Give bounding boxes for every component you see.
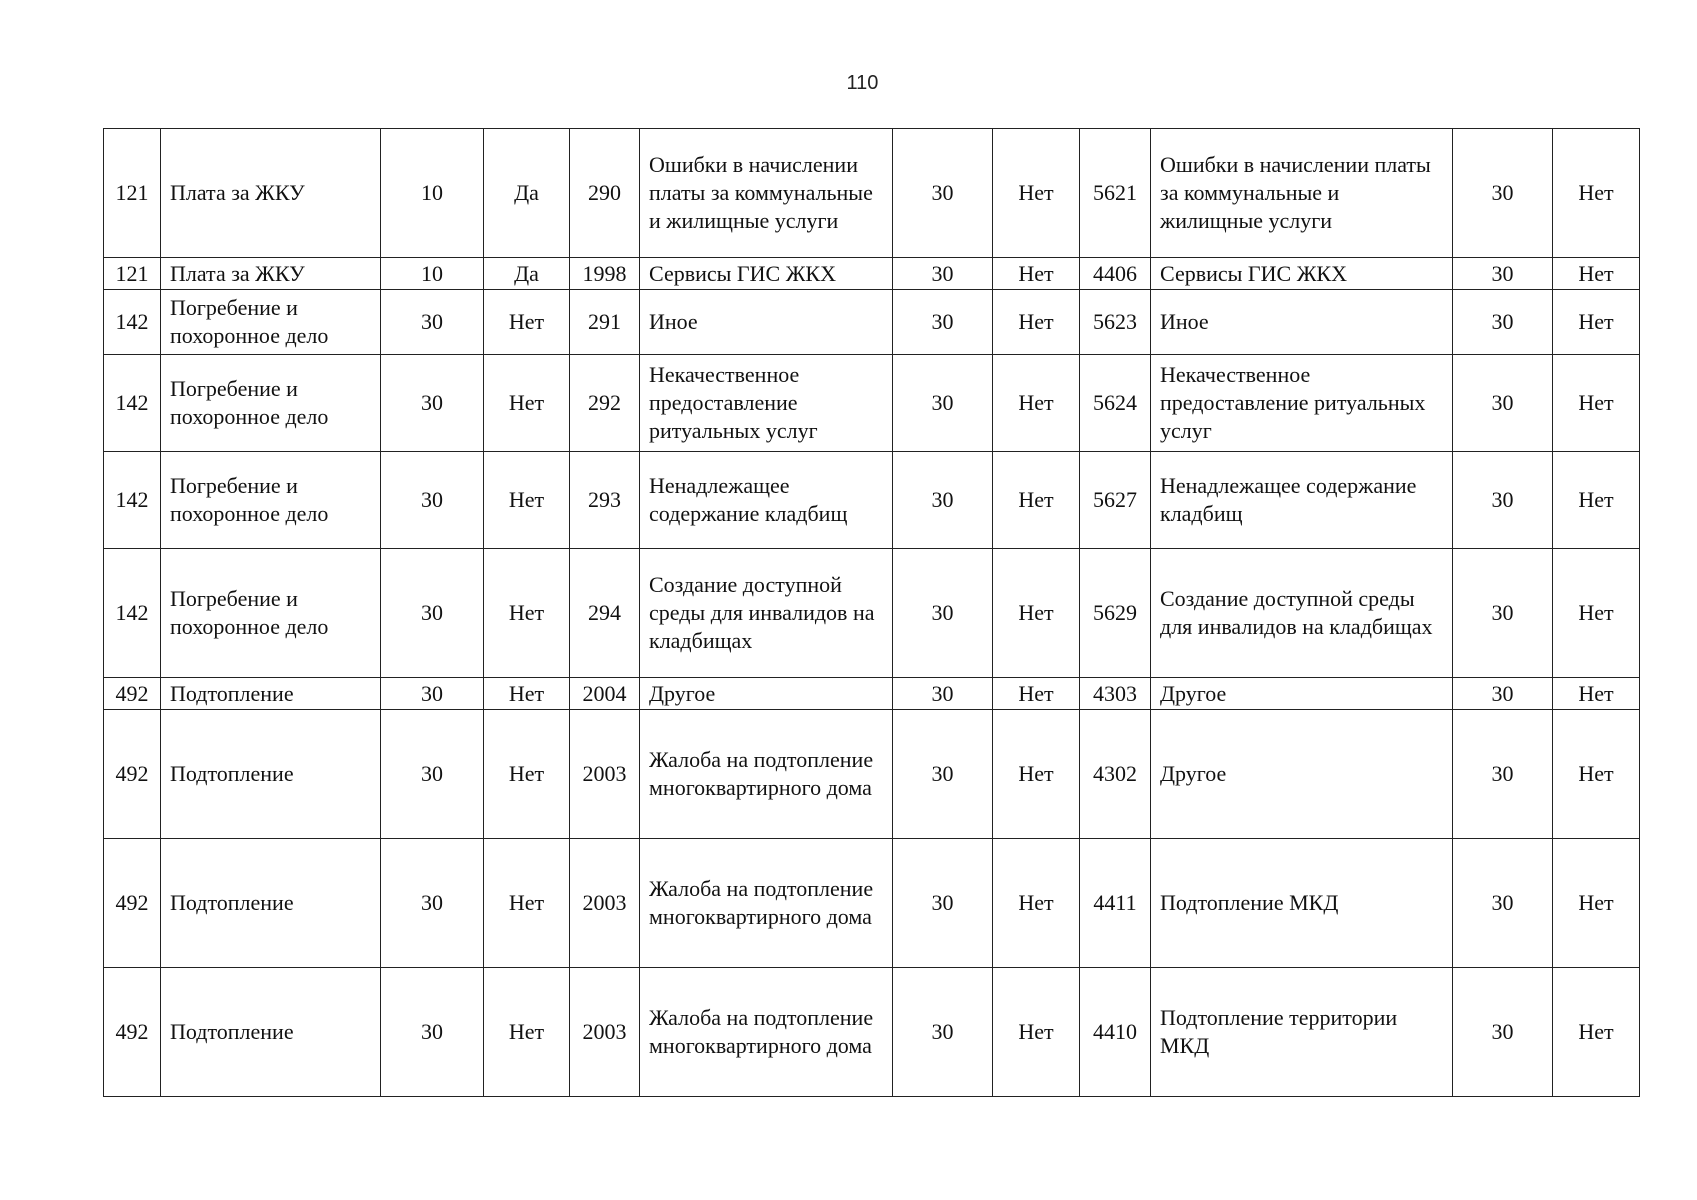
cell-topic-flag: Нет <box>993 549 1080 678</box>
cell-subtopic-name: Некачественное предоставление ритуальных услуг <box>1151 355 1453 452</box>
cell-topic-code: 2003 <box>570 968 640 1097</box>
cell-group-days: 30 <box>381 452 484 549</box>
cell-topic-flag: Нет <box>993 129 1080 258</box>
cell-group-code: 492 <box>104 710 161 839</box>
cell-topic-days: 30 <box>893 290 993 355</box>
cell-group-name: Погребение и похоронное дело <box>161 452 381 549</box>
cell-topic-name: Жалоба на подтопление многоквартирного дома <box>640 839 893 968</box>
cell-group-code: 121 <box>104 129 161 258</box>
cell-subtopic-name: Ошибки в начислении платы за коммунальные и жилищные услуги <box>1151 129 1453 258</box>
cell-subtopic-days: 30 <box>1453 710 1553 839</box>
table-row <box>104 678 1640 710</box>
cell-subtopic-name: Подтопление МКД <box>1151 839 1453 968</box>
table-row <box>104 839 1640 968</box>
table-row <box>104 452 1640 549</box>
cell-group-name: Подтопление <box>161 839 381 968</box>
cell-subtopic-code: 5621 <box>1080 129 1151 258</box>
cell-group-flag: Нет <box>484 678 570 710</box>
table-row <box>104 549 1640 678</box>
cell-topic-code: 290 <box>570 129 640 258</box>
table-body <box>104 129 1640 1097</box>
cell-topic-code: 293 <box>570 452 640 549</box>
cell-topic-flag: Нет <box>993 678 1080 710</box>
cell-subtopic-name: Сервисы ГИС ЖКХ <box>1151 258 1453 290</box>
cell-subtopic-days: 30 <box>1453 549 1553 678</box>
cell-subtopic-code: 4302 <box>1080 710 1151 839</box>
cell-subtopic-code: 4406 <box>1080 258 1151 290</box>
data-table <box>103 128 1640 1097</box>
cell-topic-days: 30 <box>893 258 993 290</box>
cell-group-code: 142 <box>104 452 161 549</box>
cell-topic-code: 2004 <box>570 678 640 710</box>
cell-subtopic-code: 4410 <box>1080 968 1151 1097</box>
page-number: 110 <box>846 72 879 94</box>
cell-subtopic-flag: Нет <box>1553 129 1640 258</box>
cell-topic-name: Жалоба на подтопление многоквартирного дома <box>640 710 893 839</box>
cell-group-flag: Нет <box>484 839 570 968</box>
cell-topic-days: 30 <box>893 678 993 710</box>
cell-topic-days: 30 <box>893 968 993 1097</box>
cell-subtopic-flag: Нет <box>1553 452 1640 549</box>
cell-group-days: 30 <box>381 968 484 1097</box>
cell-group-flag: Да <box>484 129 570 258</box>
cell-group-days: 30 <box>381 549 484 678</box>
table-row <box>104 258 1640 290</box>
cell-topic-name: Иное <box>640 290 893 355</box>
cell-group-code: 142 <box>104 549 161 678</box>
cell-group-name: Плата за ЖКУ <box>161 129 381 258</box>
cell-group-name: Подтопление <box>161 968 381 1097</box>
cell-topic-code: 291 <box>570 290 640 355</box>
cell-topic-name: Ненадлежащее содержание кладбищ <box>640 452 893 549</box>
cell-group-flag: Нет <box>484 968 570 1097</box>
cell-subtopic-days: 30 <box>1453 355 1553 452</box>
cell-topic-code: 2003 <box>570 710 640 839</box>
cell-topic-days: 30 <box>893 839 993 968</box>
table-row <box>104 710 1640 839</box>
cell-topic-name: Ошибки в начислении платы за коммунальные и жилищные услуги <box>640 129 893 258</box>
cell-group-name: Погребение и похоронное дело <box>161 549 381 678</box>
cell-topic-flag: Нет <box>993 290 1080 355</box>
table-row <box>104 129 1640 258</box>
cell-subtopic-code: 5629 <box>1080 549 1151 678</box>
cell-subtopic-name: Подтопление территории МКД <box>1151 968 1453 1097</box>
cell-subtopic-days: 30 <box>1453 129 1553 258</box>
cell-subtopic-days: 30 <box>1453 258 1553 290</box>
cell-group-name: Плата за ЖКУ <box>161 258 381 290</box>
cell-group-code: 121 <box>104 258 161 290</box>
cell-topic-code: 292 <box>570 355 640 452</box>
cell-subtopic-name: Ненадлежащее содержание кладбищ <box>1151 452 1453 549</box>
cell-topic-flag: Нет <box>993 968 1080 1097</box>
cell-group-days: 10 <box>381 129 484 258</box>
cell-group-code: 492 <box>104 678 161 710</box>
cell-group-flag: Нет <box>484 549 570 678</box>
cell-topic-name: Жалоба на подтопление многоквартирного дома <box>640 968 893 1097</box>
cell-subtopic-code: 4303 <box>1080 678 1151 710</box>
cell-subtopic-days: 30 <box>1453 968 1553 1097</box>
cell-subtopic-flag: Нет <box>1553 290 1640 355</box>
cell-subtopic-flag: Нет <box>1553 710 1640 839</box>
cell-group-days: 30 <box>381 355 484 452</box>
cell-topic-days: 30 <box>893 355 993 452</box>
cell-subtopic-name: Иное <box>1151 290 1453 355</box>
cell-topic-code: 294 <box>570 549 640 678</box>
cell-group-name: Подтопление <box>161 678 381 710</box>
cell-group-flag: Нет <box>484 290 570 355</box>
cell-group-days: 30 <box>381 839 484 968</box>
cell-subtopic-name: Другое <box>1151 710 1453 839</box>
cell-subtopic-code: 4411 <box>1080 839 1151 968</box>
cell-subtopic-code: 5624 <box>1080 355 1151 452</box>
cell-subtopic-days: 30 <box>1453 290 1553 355</box>
cell-subtopic-flag: Нет <box>1553 258 1640 290</box>
cell-subtopic-flag: Нет <box>1553 968 1640 1097</box>
cell-subtopic-flag: Нет <box>1553 355 1640 452</box>
cell-topic-flag: Нет <box>993 839 1080 968</box>
cell-subtopic-flag: Нет <box>1553 839 1640 968</box>
cell-subtopic-code: 5627 <box>1080 452 1151 549</box>
cell-group-flag: Нет <box>484 710 570 839</box>
cell-group-code: 492 <box>104 839 161 968</box>
table-row <box>104 290 1640 355</box>
cell-topic-name: Сервисы ГИС ЖКХ <box>640 258 893 290</box>
cell-group-days: 30 <box>381 290 484 355</box>
cell-subtopic-name: Создание доступной среды для инвалидов на кладбищах <box>1151 549 1453 678</box>
cell-subtopic-code: 5623 <box>1080 290 1151 355</box>
cell-topic-days: 30 <box>893 549 993 678</box>
cell-topic-code: 1998 <box>570 258 640 290</box>
cell-topic-name: Создание доступной среды для инвалидов на кладбищах <box>640 549 893 678</box>
cell-group-name: Погребение и похоронное дело <box>161 355 381 452</box>
cell-topic-name: Другое <box>640 678 893 710</box>
cell-group-flag: Да <box>484 258 570 290</box>
cell-group-code: 142 <box>104 355 161 452</box>
cell-group-days: 10 <box>381 258 484 290</box>
cell-topic-flag: Нет <box>993 355 1080 452</box>
cell-topic-days: 30 <box>893 710 993 839</box>
cell-topic-flag: Нет <box>993 452 1080 549</box>
cell-subtopic-days: 30 <box>1453 678 1553 710</box>
cell-group-name: Погребение и похоронное дело <box>161 290 381 355</box>
cell-topic-flag: Нет <box>993 258 1080 290</box>
cell-subtopic-days: 30 <box>1453 839 1553 968</box>
cell-subtopic-name: Другое <box>1151 678 1453 710</box>
cell-subtopic-flag: Нет <box>1553 549 1640 678</box>
table-row <box>104 968 1640 1097</box>
cell-group-name: Подтопление <box>161 710 381 839</box>
cell-topic-days: 30 <box>893 129 993 258</box>
cell-group-flag: Нет <box>484 452 570 549</box>
cell-topic-flag: Нет <box>993 710 1080 839</box>
cell-topic-name: Некачественное предоставление ритуальных услуг <box>640 355 893 452</box>
cell-subtopic-flag: Нет <box>1553 678 1640 710</box>
cell-group-code: 492 <box>104 968 161 1097</box>
cell-group-flag: Нет <box>484 355 570 452</box>
cell-subtopic-days: 30 <box>1453 452 1553 549</box>
cell-group-code: 142 <box>104 290 161 355</box>
table-row <box>104 355 1640 452</box>
cell-topic-days: 30 <box>893 452 993 549</box>
cell-topic-code: 2003 <box>570 839 640 968</box>
cell-group-days: 30 <box>381 710 484 839</box>
cell-group-days: 30 <box>381 678 484 710</box>
